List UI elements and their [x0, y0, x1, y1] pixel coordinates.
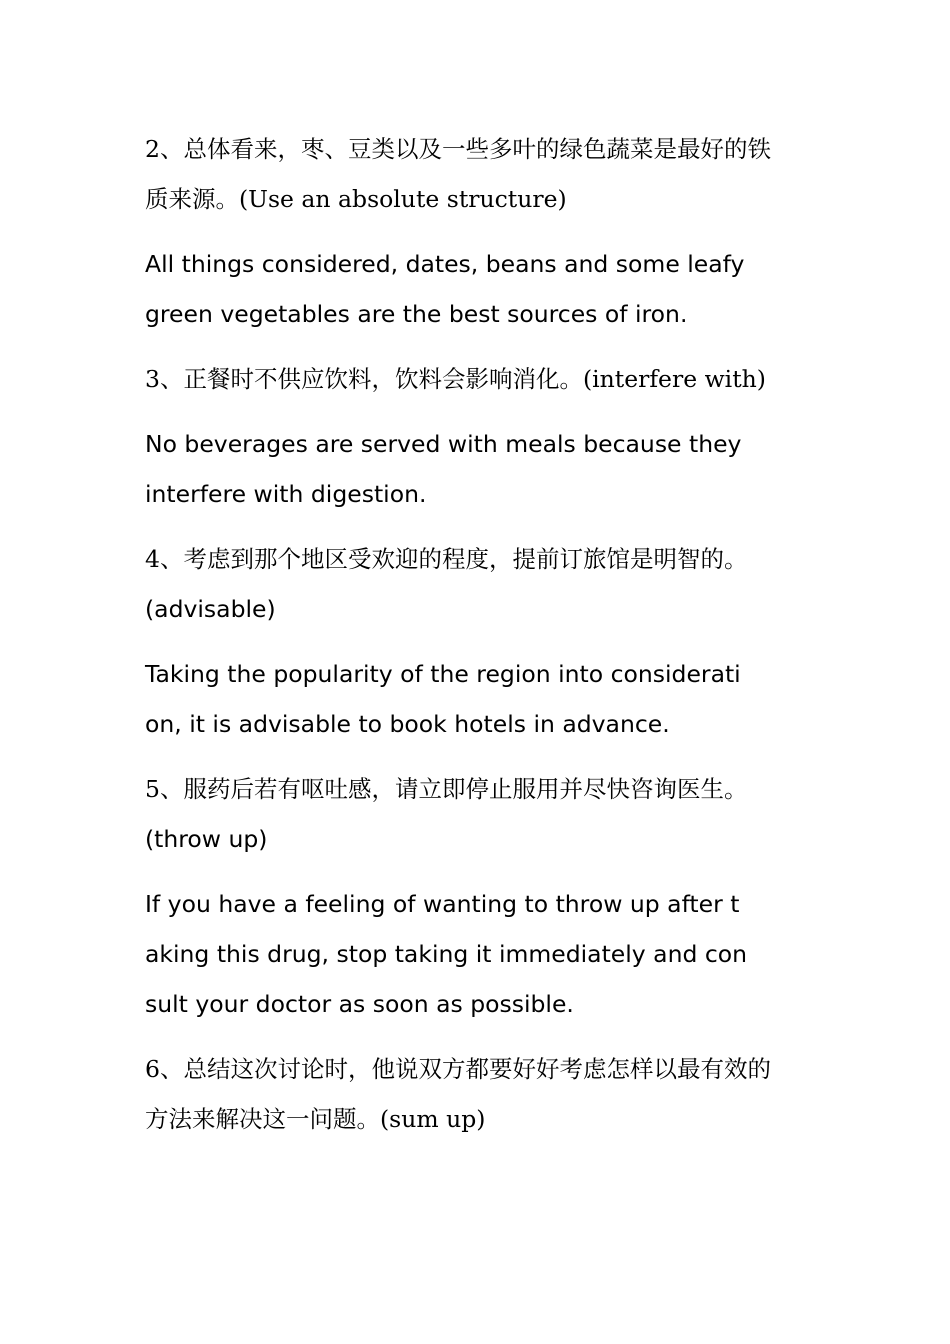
answer-5-line-3: sult your doctor as soon as possible. — [145, 990, 574, 1018]
question-2-line-2: 质来源。(Use an absolute structure) — [145, 185, 567, 213]
answer-2-line-2: green vegetables are the best sources of iron. — [145, 300, 688, 328]
question-2-line-1: 2、总体看来，枣、豆类以及一些多叶的绿色蔬菜是最好的铁 — [145, 135, 771, 163]
question-4-line-2: (advisable) — [145, 595, 276, 623]
question-4-line-1: 4、考虑到那个地区受欢迎的程度，提前订旅馆是明智的。 — [145, 545, 748, 573]
answer-2-line-1: All things considered, dates, beans and some leafy — [145, 250, 745, 278]
question-5-line-1: 5、服药后若有呕吐感，请立即停止服用并尽快咨询医生。 — [145, 775, 748, 803]
answer-4-line-1: Taking the popularity of the region into considerati — [145, 660, 741, 688]
question-6-line-1: 6、总结这次讨论时，他说双方都要好好考虑怎样以最有效的 — [145, 1055, 771, 1083]
answer-3-line-1: No beverages are served with meals because they — [145, 430, 742, 458]
question-5-line-2: (throw up) — [145, 825, 268, 853]
answer-3-line-2: interfere with digestion. — [145, 480, 427, 508]
answer-5-line-1: If you have a feeling of wanting to throw up after t — [145, 890, 740, 918]
answer-4-line-2: on, it is advisable to book hotels in advance. — [145, 710, 670, 738]
question-6-line-2: 方法来解决这一问题。(sum up) — [145, 1105, 486, 1133]
question-3-line-1: 3、正餐时不供应饮料，饮料会影响消化。(interfere with) — [145, 365, 766, 393]
answer-5-line-2: aking this drug, stop taking it immediately and con — [145, 940, 748, 968]
